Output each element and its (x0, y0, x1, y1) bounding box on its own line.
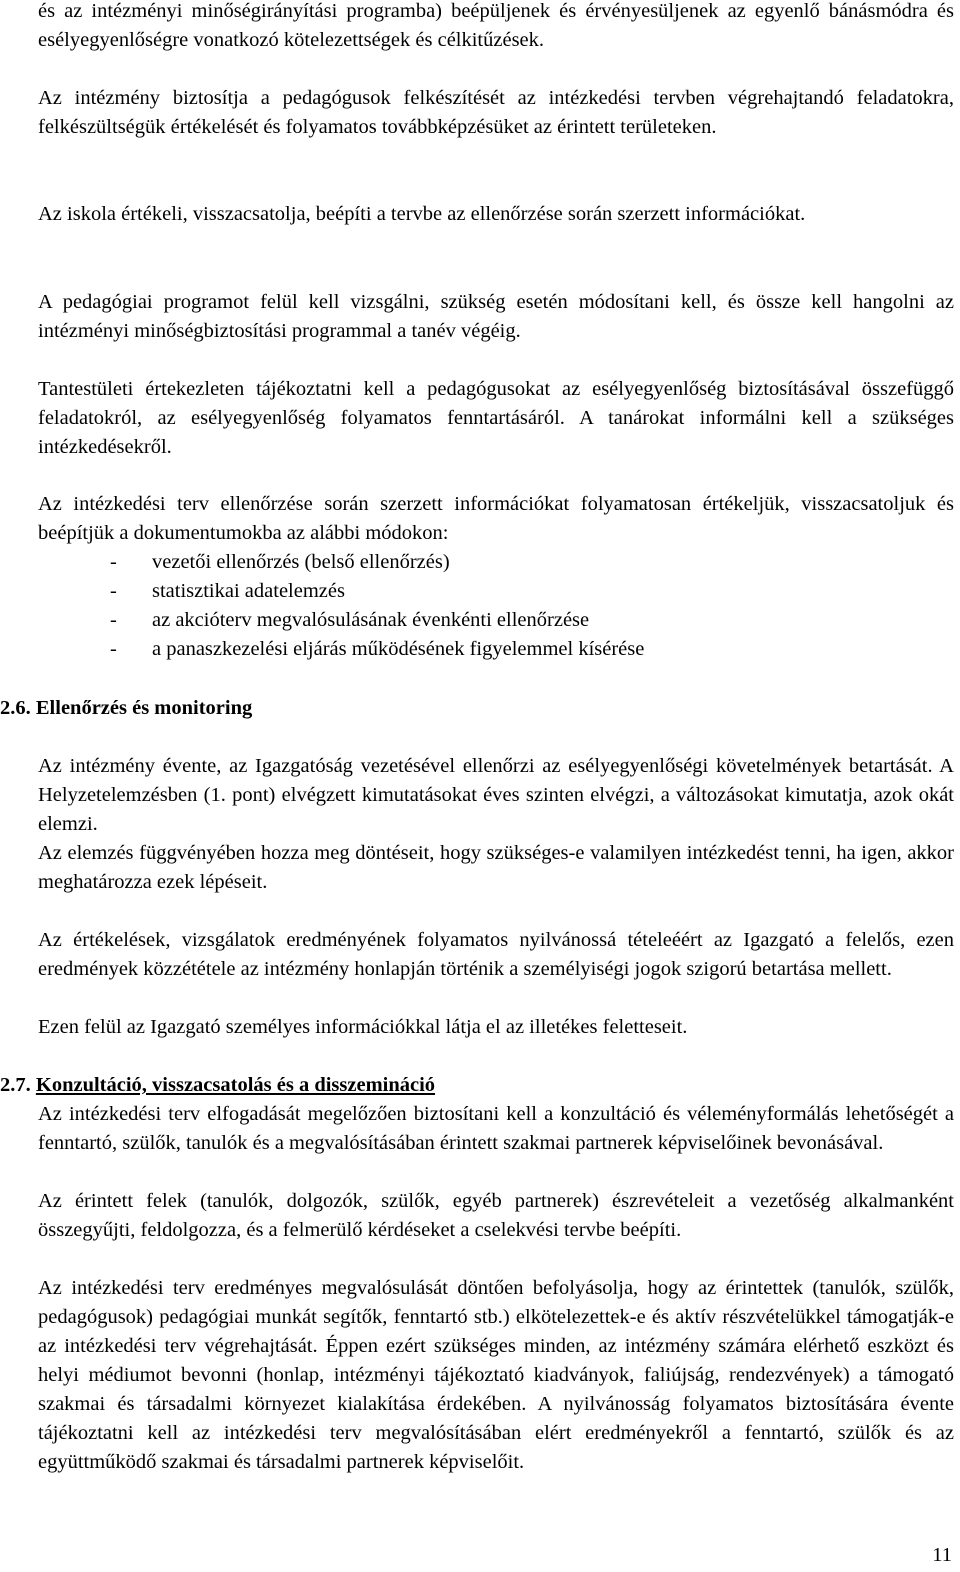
list-dash: - (110, 580, 117, 602)
paragraph-director-info: Ezen felül az Igazgató személyes információkkal látja el az illetékes feletteseit. (38, 1016, 688, 1038)
methods-list (110, 548, 910, 664)
paragraph-pedagogical-program: A pedagógiai programot felül kell vizsgálni, szükség esetén módosítani kell, és össze kell hangolni az intézményi minőségbiztosítási programmal a tanév végéig. (38, 291, 954, 342)
paragraph-analysis-decisions: Az elemzés függvényében hozza meg döntéseit, hogy szükséges-e valamilyen intézkedést tenni, ha igen, akkor meghatározza ezek lépéseit. (38, 842, 954, 893)
page-number: 11 (932, 1544, 952, 1566)
section-number: 2.6. (0, 697, 31, 719)
list-item-text: a panaszkezelési eljárás működésének figyelemmel kísérése (152, 638, 645, 660)
section-number: 2.7. (0, 1074, 31, 1096)
paragraph-publicity: Az értékelések, vizsgálatok eredményének folyamatos nyilvánossá tételeéért az Igazgató a felelős, ezen eredmények közzététele az intézmény honlapján történik a személyiségi jogok szigorú betartása mellett. (38, 929, 954, 980)
paragraph-feedback: Az érintett felek (tanulók, dolgozók, szülők, egyéb partnerek) észrevételeit a vezetőség alkalmanként összegyűjti, feldolgozza, és a felmerülő kérdéseket a cselekvési tervbe beépíti. (38, 1190, 954, 1241)
list-dash: - (110, 551, 117, 573)
section-heading-2-6 (0, 694, 252, 723)
list-item (110, 577, 910, 606)
paragraph-dissemination: Az intézkedési terv eredményes megvalósulását döntően befolyásolja, hogy az érintettek (tanulók, szülők, pedagógusok) pedagógiai munkát segítők, fenntartó stb.) elkötelezettek-e és aktív részvételükkel támogatják-e az intézkedési terv végrehajtását. Éppen ezért szükséges minden, az intézmény számára elérhető eszközt és helyi médiumot bevonni (honlap, intézményi tájékoztató kiadványok, faliújság, rendezvények) a támogató szakmai és társadalmi környezet kialakítása érdekében. A nyilvánosság folyamatos biztosítására évente tájékoztatni kell az intézkedési terv megvalósításában elért eredményekről a fenntartó, szülők és az együttműködő szakmai és társadalmi partnerek képviselőit. (38, 1277, 954, 1473)
list-item-text: az akcióterv megvalósulásának évenkénti ellenőrzése (152, 609, 590, 631)
section-heading-2-7 (0, 1071, 435, 1100)
paragraph-intro: és az intézményi minőségirányítási programba) beépüljenek és érvényesüljenek az egyenlő bánásmódra és esélyegyenlőségre vonatkozó kötelezettségek és célkitűzések. (38, 0, 954, 51)
paragraph-annual-check: Az intézmény évente, az Igazgatóság vezetésével ellenőrzi az esélyegyenlőségi követelmények betartását. A Helyzetelemzésben (1. pont) elvégzett kimutatásokat éves szinten elvégzi, a változásokat kimutatja, azok okát elemzi. (38, 755, 954, 835)
list-item-text: statisztikai adatelemzés (152, 580, 345, 602)
list-item (110, 548, 910, 577)
paragraph-teacher-training: Az intézmény biztosítja a pedagógusok felkészítését az intézkedési tervben végrehajtandó feladatokra, felkészültségük értékelését és folyamatos továbbképzésüket az érintett területeken. (38, 87, 954, 138)
paragraph-staff-meeting: Tantestületi értekezleten tájékoztatni kell a pedagógusokat az esélyegyenlőség biztosításával összefüggő feladatokról, az esélyegyenlőség folyamatos fenntartásáról. A tanárokat informálni kell a szükséges intézkedésekről. (38, 378, 954, 458)
list-item (110, 606, 910, 635)
list-item (110, 635, 910, 664)
section-title: Ellenőrzés és monitoring (35, 697, 253, 719)
paragraph-school-evaluation: Az iskola értékeli, visszacsatolja, beépíti a tervbe az ellenőrzése során szerzett információkat. (38, 203, 806, 225)
list-dash: - (110, 609, 117, 631)
section-title: Konzultáció, visszacsatolás és a disszemináció (35, 1074, 436, 1096)
list-item-text: vezetői ellenőrzés (belső ellenőrzés) (152, 551, 450, 573)
paragraph-consultation: Az intézkedési terv elfogadását megelőzően biztosítani kell a konzultáció és véleményformálás lehetőségét a fenntartó, szülők, tanulók és a megvalósításában érintett szakmai partnerek képviselőinek bevonásával. (38, 1103, 954, 1154)
list-dash: - (110, 638, 117, 660)
paragraph-monitoring-methods: Az intézkedési terv ellenőrzése során szerzett információkat folyamatosan értékeljük, visszacsatoljuk és beépítjük a dokumentumokba az alábbi módokon: (38, 493, 954, 544)
